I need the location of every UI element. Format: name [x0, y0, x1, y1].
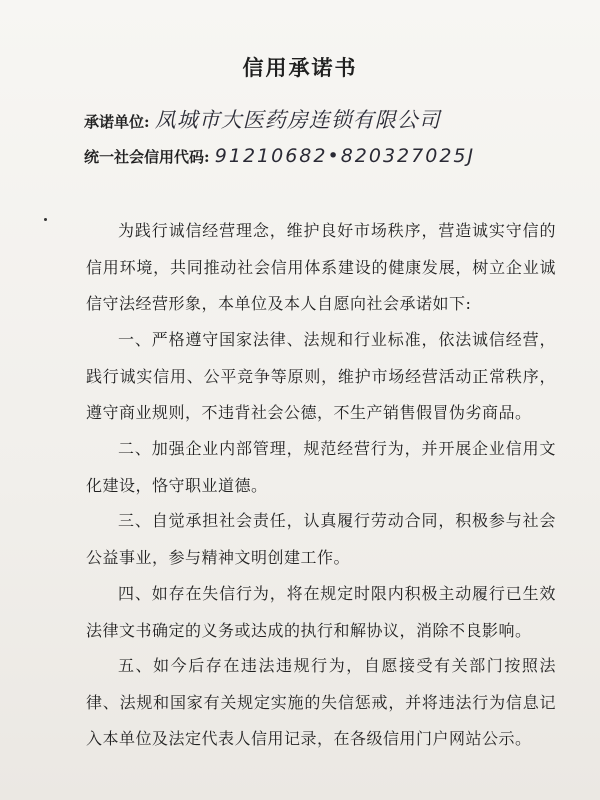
unit-label: 承诺单位: [84, 113, 150, 131]
commitment-paragraph-5: 五、如今后存在违法违规行为，自愿接受有关部门按照法律、法规和国家有关规定实施的失信惩戒，并将违法行为信息记入本单位及法定代表人信用记录，在各级信用门户网站公示。 [86, 656, 556, 748]
credit-code-value: 91210682•820327025J [214, 145, 476, 167]
commitment-paragraph-1: 一、严格遵守国家法律、法规和行业标准，依法诚信经营，践行诚实信用、公平竞争等原则，维护市场经营活动正常秩序，遵守商业规则，不违背社会公德，不生产销售假冒伪劣商品。 [86, 330, 556, 422]
ink-dot [44, 218, 47, 221]
preamble-paragraph: 为践行诚信经营理念，维护良好市场秩序，营造诚实守信的信用环境，共同推动社会信用体系建设的健康发展，树立企业诚信守法经营形象，本单位及本人自愿向社会承诺如下: [86, 221, 556, 313]
document-title: 信用承诺书 [242, 55, 358, 80]
commitment-paragraph-4: 四、如存在失信行为，将在规定时限内积极主动履行已生效法律文书确定的义务或达成的执行和解协议，消除不良影响。 [86, 584, 556, 640]
unit-value: 凤城市大医药房连锁有限公司 [154, 108, 441, 132]
credit-code-row [84, 145, 475, 167]
commitment-paragraph-3: 三、自觉承担社会责任，认真履行劳动合同，积极参与社会公益事业，参与精神文明创建工作。 [86, 511, 556, 567]
unit-row [84, 104, 441, 134]
commitment-paragraph-2: 二、加强企业内部管理，规范经营行为，并开展企业信用文化建设，恪守职业道德。 [86, 439, 556, 495]
credit-code-label: 统一社会信用代码: [84, 148, 210, 166]
